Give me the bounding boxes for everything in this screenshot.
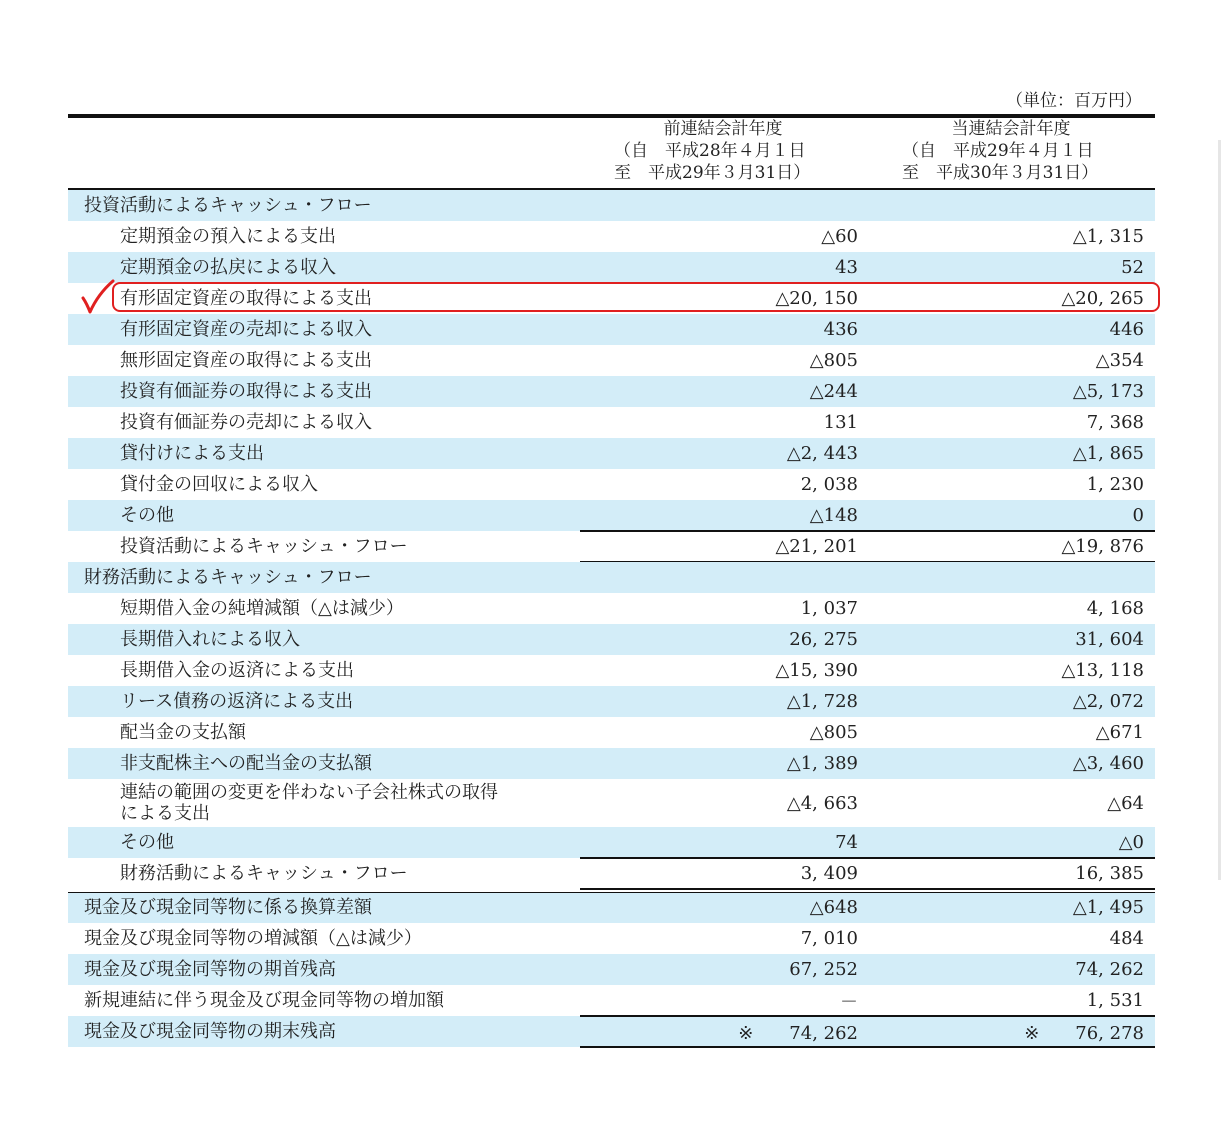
cash-flow-table (68, 190, 1155, 1047)
table-row (68, 500, 1155, 531)
table-row (68, 593, 1155, 624)
table-row (68, 252, 1155, 283)
subtotal-financing (68, 858, 1155, 889)
row-label: 有形固定資産の売却による収入 (120, 319, 372, 340)
header-prev-from: （自 平成28年４月１日 (614, 141, 806, 161)
table-row (68, 923, 1155, 954)
header-curr-from: （自 平成29年４月１日 (902, 141, 1094, 161)
curr-value: 7, 368 (1086, 412, 1144, 433)
section-investing (68, 190, 1155, 221)
curr-value: ※ 76, 278 (1024, 1022, 1144, 1044)
prev-value: 26, 275 (789, 629, 858, 650)
prev-value: 1, 037 (800, 598, 858, 619)
row-label: 非支配株主への配当金の支払額 (120, 753, 372, 774)
row-label: 投資活動によるキャッシュ・フロー (120, 536, 408, 557)
row-label: 投資有価証券の取得による支出 (120, 381, 372, 402)
curr-value: △2, 072 (1072, 691, 1144, 712)
prev-value: 2, 038 (800, 474, 858, 495)
prev-value: △805 (809, 722, 858, 743)
row-label: 貸付けによる支出 (120, 443, 264, 464)
curr-value: 446 (1109, 319, 1144, 340)
table-row (68, 376, 1155, 407)
curr-value: △19, 876 (1061, 536, 1144, 557)
curr-value: 16, 385 (1075, 863, 1144, 884)
curr-value: △1, 865 (1072, 443, 1144, 464)
prev-value: 131 (823, 412, 858, 433)
table-row (68, 748, 1155, 779)
table-row (68, 407, 1155, 438)
row-label: 財務活動によるキャッシュ・フロー (120, 863, 408, 884)
total-row (68, 1016, 1155, 1047)
row-label: リース債務の返済による支出 (120, 691, 354, 712)
table-row (68, 314, 1155, 345)
prev-value: △1, 389 (786, 753, 858, 774)
prev-value: △60 (821, 226, 858, 247)
unit-label: （単位：百万円） (1006, 91, 1142, 111)
row-label: 配当金の支払額 (120, 722, 246, 743)
prev-value: ※ 74, 262 (738, 1022, 858, 1044)
table-row (68, 221, 1155, 252)
curr-value: △5, 173 (1072, 381, 1144, 402)
row-label: 財務活動によるキャッシュ・フロー (84, 567, 372, 588)
row-label: 無形固定資産の取得による支出 (120, 350, 372, 371)
prev-value: 436 (823, 319, 858, 340)
prev-value: 74 (835, 832, 858, 853)
curr-value: 4, 168 (1086, 598, 1144, 619)
curr-value: 52 (1121, 257, 1144, 278)
prev-value: － (840, 991, 858, 1013)
row-label: 投資有価証券の売却による収入 (120, 412, 372, 433)
row-label-wrapped (120, 779, 498, 827)
header-curr-period (866, 118, 1156, 184)
row-label: 定期預金の払戻による収入 (120, 257, 336, 278)
table-row (68, 827, 1155, 858)
curr-value: 1, 531 (1086, 990, 1144, 1011)
total-rule (580, 1046, 1155, 1048)
prev-value: 67, 252 (789, 959, 858, 980)
header-prev-period (578, 118, 868, 184)
header-curr-title: 当連結会計年度 (951, 119, 1071, 139)
row-label-continued: による支出 (120, 803, 210, 824)
table-row (68, 954, 1155, 985)
curr-value: △20, 265 (1061, 288, 1144, 309)
row-label: 長期借入金の返済による支出 (120, 660, 354, 681)
curr-value: △354 (1095, 350, 1144, 371)
curr-value: 74, 262 (1075, 959, 1144, 980)
table-row (68, 438, 1155, 469)
prev-value: △244 (809, 381, 858, 402)
curr-value: △64 (1107, 792, 1144, 814)
curr-value: 31, 604 (1075, 629, 1144, 650)
prev-value: 3, 409 (800, 863, 858, 884)
table-row (68, 624, 1155, 655)
row-label: 新規連結に伴う現金及び現金同等物の増加額 (84, 990, 444, 1011)
prev-value: △2, 443 (786, 443, 858, 464)
row-label: その他 (120, 505, 174, 526)
prev-value: △805 (809, 350, 858, 371)
prev-value: △20, 150 (775, 288, 858, 309)
row-label: 現金及び現金同等物の増減額（△は減少） (84, 928, 422, 949)
table-row (68, 892, 1155, 923)
curr-value: △671 (1095, 722, 1144, 743)
table-row (68, 717, 1155, 748)
row-label: 長期借入れによる収入 (120, 629, 300, 650)
curr-value: △13, 118 (1061, 660, 1144, 681)
header-prev-title: 前連結会計年度 (663, 119, 783, 139)
curr-value: △1, 315 (1072, 226, 1144, 247)
prev-value: 7, 010 (800, 928, 858, 949)
row-label: 定期預金の預入による支出 (120, 226, 336, 247)
table-row (68, 779, 1155, 827)
subtotal-rule (580, 888, 1155, 890)
row-label: 貸付金の回収による収入 (120, 474, 318, 495)
curr-value: 484 (1109, 928, 1144, 949)
table-row (68, 686, 1155, 717)
prev-value: △21, 201 (775, 536, 858, 557)
highlight-box (112, 282, 1160, 312)
row-label: 連結の範囲の変更を伴わない子会社株式の取得 (120, 782, 498, 803)
row-label: 現金及び現金同等物の期首残高 (84, 959, 336, 980)
subtotal-investing (68, 531, 1155, 562)
header-curr-to: 至 平成30年３月31日） (902, 163, 1099, 183)
table-row (68, 985, 1155, 1016)
table-row (68, 655, 1155, 686)
prev-value: △15, 390 (775, 660, 858, 681)
section-financing (68, 562, 1155, 593)
row-label: 投資活動によるキャッシュ・フロー (84, 195, 372, 216)
prev-value: △648 (809, 897, 858, 918)
curr-value: 1, 230 (1086, 474, 1144, 495)
prev-value: 43 (835, 257, 858, 278)
header-prev-to: 至 平成29年３月31日） (614, 163, 811, 183)
checkmark-icon (80, 278, 116, 316)
row-label: その他 (120, 832, 174, 853)
row-label: 現金及び現金同等物に係る換算差額 (84, 897, 372, 918)
prev-value: △4, 663 (786, 792, 858, 814)
table-row (68, 345, 1155, 376)
curr-value: △1, 495 (1072, 897, 1144, 918)
curr-value: △0 (1118, 832, 1144, 853)
table-row (68, 469, 1155, 500)
curr-value: △3, 460 (1072, 753, 1144, 774)
row-label: 現金及び現金同等物の期末残高 (84, 1021, 336, 1042)
curr-value: 0 (1132, 505, 1144, 526)
prev-value: △1, 728 (786, 691, 858, 712)
prev-value: △148 (809, 505, 858, 526)
row-label: 有形固定資産の取得による支出 (120, 288, 372, 309)
row-label: 短期借入金の純増減額（△は減少） (120, 598, 404, 619)
